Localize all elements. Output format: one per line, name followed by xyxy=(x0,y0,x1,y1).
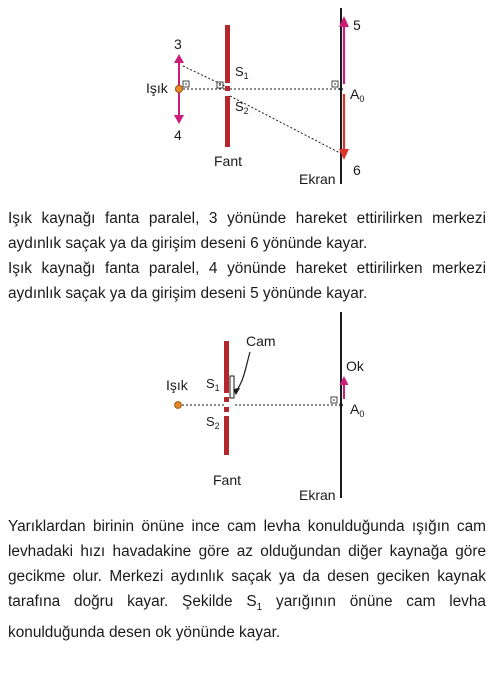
cam-pointer xyxy=(237,352,250,390)
source-down-arrow xyxy=(174,92,184,124)
label-s1: $S_1$ xyxy=(235,64,249,81)
label-6: 6 xyxy=(353,162,361,178)
label-a0-2: $A_0$ xyxy=(350,401,365,419)
a0-point xyxy=(339,87,343,91)
label-a0: $A_0$ xyxy=(350,86,365,104)
fant-barrier xyxy=(225,25,230,147)
figure-2 xyxy=(166,312,365,503)
label-cam: Cam xyxy=(246,333,276,349)
label-isik-2: Işık xyxy=(166,377,188,393)
source-up-arrow xyxy=(174,54,184,86)
a0-point-2 xyxy=(339,403,343,407)
label-4: 4 xyxy=(174,127,182,143)
label-ekran: Ekran xyxy=(299,171,336,187)
label-isik: Işık xyxy=(146,80,168,96)
label-ekran-2: Ekran xyxy=(299,487,336,503)
paragraph-2-main: Yarıklardan birinin önüne ince cam levha konulduğunda ışığın cam levhadaki hızı havadakine göre az olduğundan diğer kaynağa göre gecikme olur. Merkezi aydınlık saçak ya da desen geciken kaynak tarafına doğru kayar. Şekilde S xyxy=(8,518,486,610)
label-s2: $S_2$ xyxy=(235,99,249,116)
figure-1 xyxy=(146,8,364,187)
fant-barrier-2 xyxy=(224,341,229,455)
paragraph-2-end: yarığının önüne cam levha konulduğunda desen ok yönünde kayar. xyxy=(8,593,486,642)
diagonal-dotted-line xyxy=(230,96,340,153)
light-source-dot-2 xyxy=(175,402,182,409)
paragraph-2 xyxy=(8,514,486,645)
label-s2-2: $S_2$ xyxy=(206,414,220,431)
label-s1-2: $S_1$ xyxy=(206,376,220,393)
label-ok: Ok xyxy=(346,358,364,374)
light-source-dot xyxy=(175,85,182,92)
glass-plate xyxy=(230,376,234,398)
paragraph-1 xyxy=(8,206,486,306)
label-fant-2: Fant xyxy=(213,472,242,488)
paragraph-1-line-1: Işık kaynağı fanta paralel, 3 yönünde hareket ettirilirken merkezi aydınlık saçak ya da girişim deseni 6 yönünde kayar. xyxy=(8,210,486,252)
label-fant: Fant xyxy=(214,153,243,169)
label-3: 3 xyxy=(174,36,182,52)
paragraph-1-line-2: Işık kaynağı fanta paralel, 4 yönünde hareket ettirilirken merkezi aydınlık saçak ya da girişim deseni 5 yönünde kayar. xyxy=(8,260,486,302)
label-5: 5 xyxy=(353,17,361,33)
paragraph-2-sub: 1 xyxy=(256,602,263,614)
